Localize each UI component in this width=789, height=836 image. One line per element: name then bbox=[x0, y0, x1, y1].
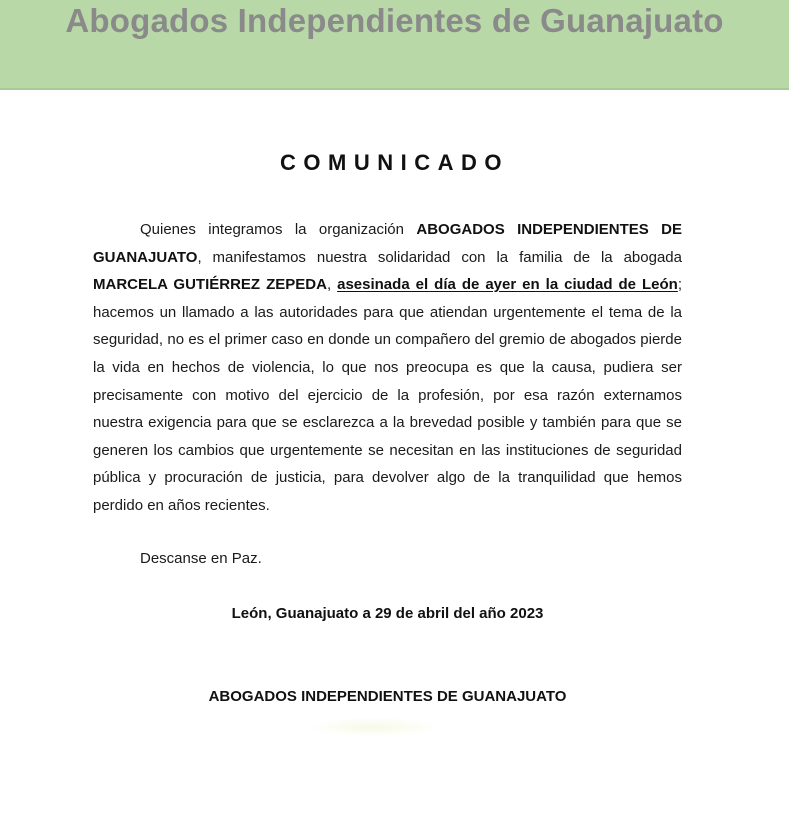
header-banner bbox=[0, 0, 789, 90]
victim-name: MARCELA GUTIÉRREZ ZEPEDA bbox=[93, 276, 327, 294]
place-and-date: León, Guanajuato a 29 de abril del año 2023 bbox=[231, 605, 544, 622]
header-title: Abogados Independientes de Guanajuato bbox=[65, 2, 724, 39]
signature-organization: ABOGADOS INDEPENDIENTES DE GUANAJUATO bbox=[208, 688, 567, 705]
paragraph-part-3: , bbox=[326, 276, 338, 294]
paragraph-part-1: Quienes integramos la organización bbox=[140, 221, 417, 238]
paragraph-part-4: ; hacemos un llamado a las autoridades para que atiendan urgentemente el tema de la seguridad, no es el primer caso en donde un compañero del gremio de abogados pierde la vida en hechos de violencia, lo que nos preocupa es que la causa, pudiera ser precisamente con motivo del ejercicio de la profesión, por esa razón externamos nuestra exigencia para que se esclarezca a la brevedad posible y también para que se generen los cambios que urgentemente se necesitan en las instituciones de seguridad pública y procuración de justicia, para devolver algo de la tranquilidad que hemos perdido en años recientes. bbox=[93, 276, 683, 514]
communique-paragraph bbox=[93, 216, 682, 520]
event-statement: asesinada el día de ayer en la ciudad de León bbox=[337, 276, 678, 294]
faint-stamp-mark bbox=[310, 718, 435, 736]
organization-name: ABOGADOS INDEPENDIENTES DE GUANAJUATO bbox=[93, 221, 682, 266]
document-heading: COMUNICADO bbox=[280, 150, 509, 175]
paragraph-part-2: , manifestamos nuestra solidaridad con la familia de la abogada bbox=[197, 248, 682, 266]
closing-line: Descanse en Paz. bbox=[140, 550, 262, 567]
